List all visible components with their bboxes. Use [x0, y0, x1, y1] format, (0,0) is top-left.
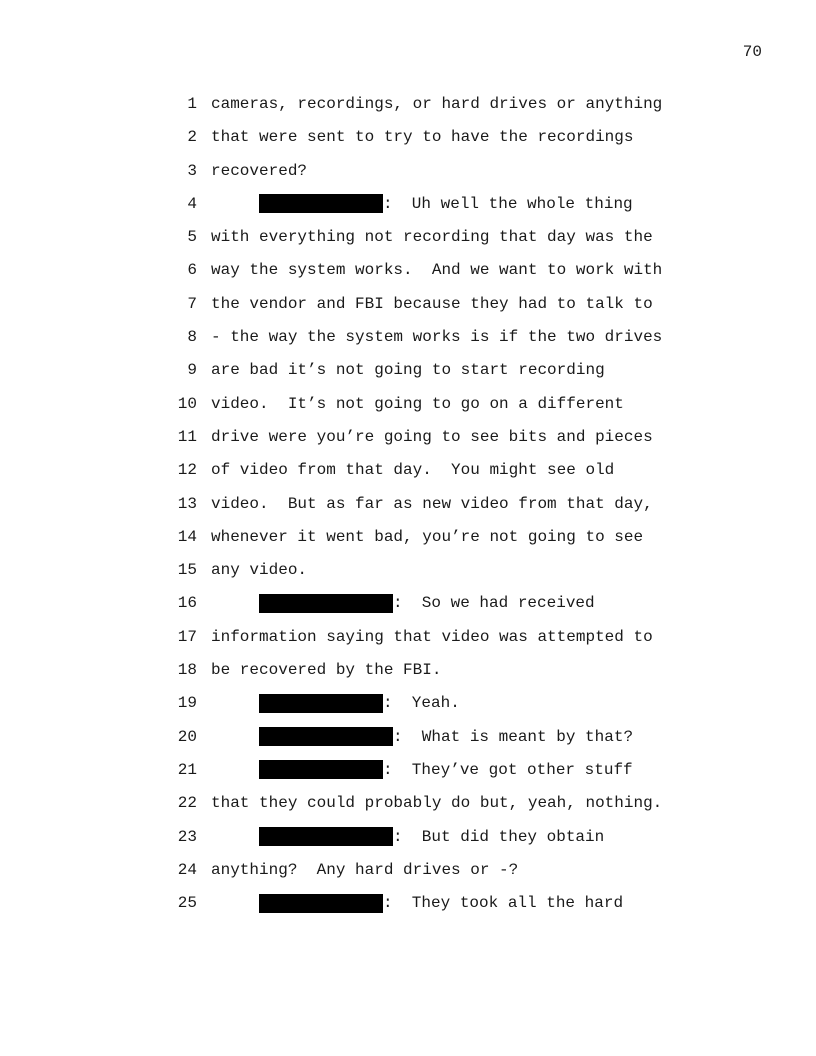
transcript-line [170, 493, 690, 526]
line-number: 17 [177, 627, 197, 646]
redacted-speaker-name [259, 827, 393, 846]
redacted-speaker-name [259, 760, 383, 779]
line-text: be recovered by the FBI. [211, 661, 442, 680]
line-number: 12 [177, 461, 197, 480]
speaker-line [170, 892, 690, 925]
redacted-speaker-name [259, 894, 383, 913]
redacted-speaker-name [259, 694, 383, 713]
line-number: 11 [177, 427, 197, 446]
line-text: : But did they obtain [393, 827, 605, 846]
speaker-line [170, 692, 690, 725]
line-text: : So we had received [393, 594, 595, 613]
transcript-line [170, 293, 690, 326]
line-number: 24 [177, 860, 197, 879]
redacted-speaker-name [259, 194, 383, 213]
line-number: 3 [187, 161, 197, 180]
line-number: 10 [177, 394, 197, 413]
line-text: the vendor and FBI because they had to talk to [211, 294, 653, 313]
line-text: video. But as far as new video from that day, [211, 494, 653, 513]
line-number: 13 [177, 494, 197, 513]
line-text: that were sent to try to have the recordings [211, 128, 634, 147]
line-text: are bad it’s not going to start recording [211, 361, 605, 380]
page-number: 70 [742, 43, 762, 61]
line-number: 18 [177, 661, 197, 680]
line-number: 22 [177, 794, 197, 813]
transcript-line [170, 93, 690, 126]
line-text: whenever it went bad, you’re not going to see [211, 527, 644, 546]
transcript-line [170, 559, 690, 592]
line-number: 21 [177, 760, 197, 779]
redacted-speaker-name [259, 727, 393, 746]
line-text: cameras, recordings, or hard drives or anything [211, 95, 663, 113]
line-text: drive were you’re going to see bits and pieces [211, 427, 653, 446]
line-number: 16 [177, 594, 197, 613]
line-number: 23 [177, 827, 197, 846]
line-number: 7 [187, 294, 197, 313]
line-number: 19 [177, 694, 197, 713]
line-text: - the way the system works is if the two drives [211, 328, 663, 347]
speaker-line [170, 759, 690, 792]
line-number: 9 [187, 361, 197, 380]
line-number: 8 [187, 328, 197, 347]
transcript-line [170, 526, 690, 559]
line-text: way the system works. And we want to work with [211, 261, 663, 280]
line-text: recovered? [211, 161, 308, 180]
transcript-line [170, 626, 690, 659]
line-text: : Yeah. [383, 694, 460, 713]
transcript-line [170, 226, 690, 259]
line-number: 5 [187, 228, 197, 247]
line-number: 15 [177, 561, 197, 580]
line-text: that they could probably do but, yeah, nothing. [211, 794, 663, 813]
transcript-line [170, 393, 690, 426]
line-text: video. It’s not going to go on a different [211, 394, 624, 413]
line-text: information saying that video was attempted to [211, 627, 653, 646]
transcript-line [170, 659, 690, 692]
line-number: 6 [187, 261, 197, 280]
transcript-line [170, 459, 690, 492]
line-text: anything? Any hard drives or -? [211, 860, 519, 879]
line-number: 1 [187, 95, 197, 113]
speaker-line [170, 826, 690, 859]
line-number: 20 [177, 727, 197, 746]
transcript-line [170, 426, 690, 459]
transcript-body [170, 93, 690, 925]
line-text: with everything not recording that day was the [211, 228, 653, 247]
line-text: : What is meant by that? [393, 727, 634, 746]
line-text: : They’ve got other stuff [383, 760, 633, 779]
transcript-line [170, 126, 690, 159]
speaker-line [170, 726, 690, 759]
line-number: 25 [177, 894, 197, 913]
redacted-speaker-name [259, 594, 393, 613]
transcript-line [170, 326, 690, 359]
line-number: 14 [177, 527, 197, 546]
line-number: 4 [187, 194, 197, 213]
speaker-line [170, 592, 690, 625]
line-number: 2 [187, 128, 197, 147]
line-text: of video from that day. You might see old [211, 461, 615, 480]
line-text: : Uh well the whole thing [383, 194, 633, 213]
line-text: any video. [211, 561, 308, 580]
transcript-line [170, 859, 690, 892]
line-text: : They took all the hard [383, 894, 624, 913]
transcript-line [170, 160, 690, 193]
transcript-line [170, 259, 690, 292]
transcript-line [170, 792, 690, 825]
transcript-line [170, 359, 690, 392]
speaker-line [170, 193, 690, 226]
